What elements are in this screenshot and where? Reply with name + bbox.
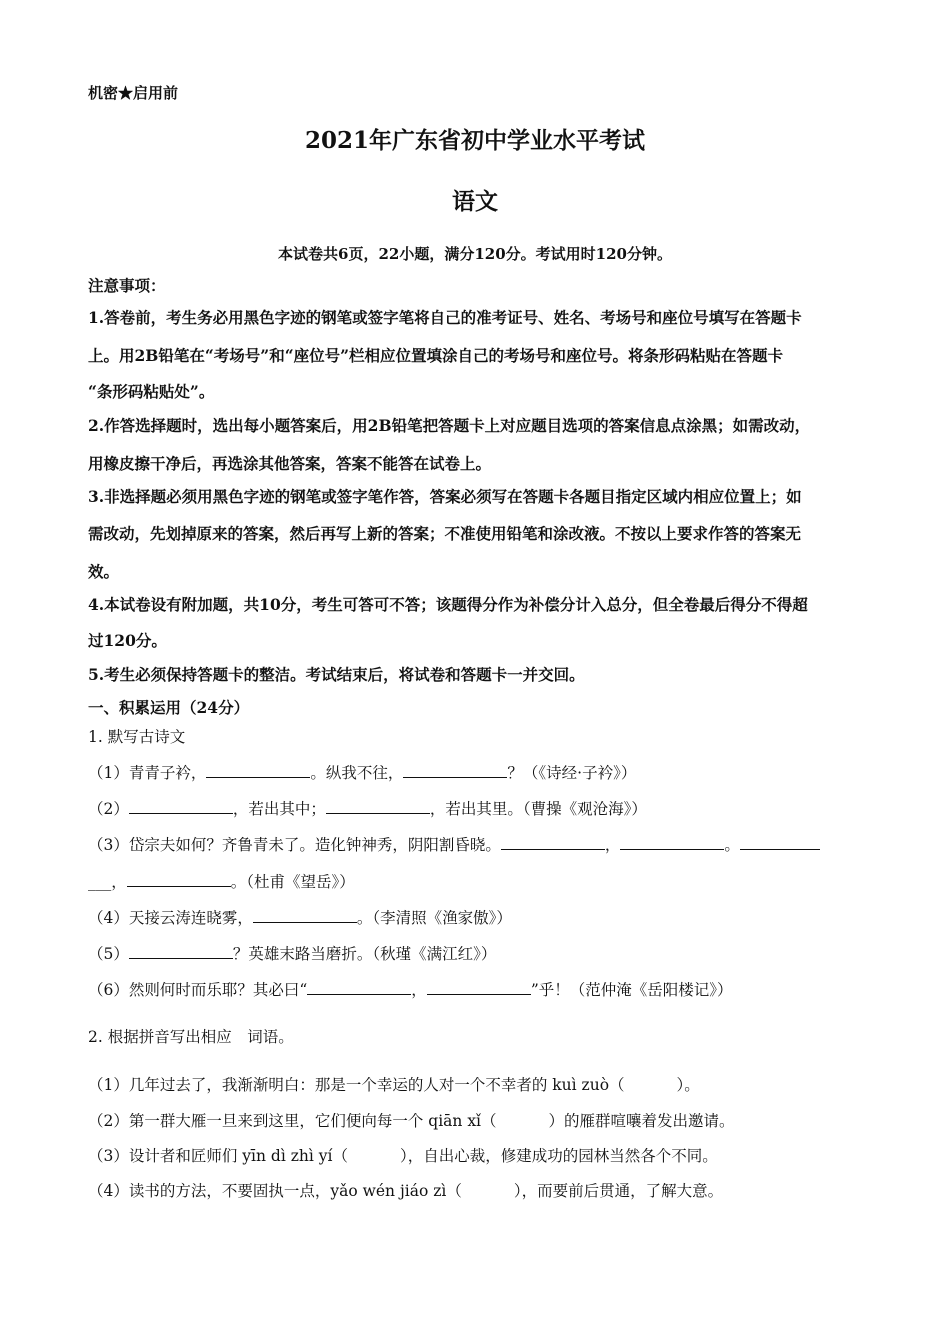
- q1-item-3b-text-a: ___，: [88, 873, 127, 891]
- q1-item-2-text-b: ，若出其中；: [232, 800, 326, 818]
- q1-item-3-text-c: 。: [724, 836, 740, 854]
- answer-blank[interactable]: [253, 908, 357, 923]
- answer-blank[interactable]: [403, 763, 507, 778]
- q1-item-6-text-a: （6）然则何时而乐耶？其必曰“: [88, 981, 308, 999]
- q1-item-2-text-c: ，若出其里。（曹操《观沧海》）: [429, 800, 647, 818]
- answer-blank[interactable]: [326, 799, 430, 814]
- q1-item-4-text-a: （4）天接云涛连晓雾，: [88, 909, 253, 927]
- notes-line: 3.非选择题必须用黑色字迹的钢笔或签字笔作答，答案必须写在答题卡各题目指定区域内相应位置上；如: [88, 487, 802, 506]
- q1-item-3: [88, 833, 820, 855]
- q1-item-6-text-b: ，: [411, 981, 427, 999]
- notes-line: 5.考生必须保持答题卡的整洁。考试结束后，将试卷和答题卡一并交回。: [88, 665, 585, 684]
- notes-line: 上。用2B铅笔在“考场号”和“座位号”栏相应位置填涂自己的考场号和座位号。将条形码粘贴在答题卡: [88, 346, 784, 365]
- q1-item-5: [88, 942, 496, 964]
- q1-item-3b-text-b: 。（杜甫《望岳》）: [230, 873, 355, 891]
- q1-item-2: [88, 797, 647, 819]
- answer-blank[interactable]: [501, 835, 605, 850]
- q2-item-2-text-b: ）的雁群喧嚷着发出邀请。: [548, 1112, 735, 1130]
- q2-item-4-text-b: ），而要前后贯通，了解大意。: [513, 1182, 724, 1200]
- q1-item-6-text-c: ”乎！（范仲淹《岳阳楼记》）: [530, 981, 733, 999]
- notes-line: 4.本试卷设有附加题，共10分，考生可答可不答；该题得分作为补偿分计入总分，但全卷最后得分不得超: [88, 595, 808, 614]
- q1-item-2-text-a: （2）: [88, 800, 129, 818]
- q2-item-1-text-a: （1）几年过去了，我渐渐明白：那是一个幸运的人对一个不幸者的 kuì zuò（: [88, 1076, 625, 1094]
- q1-item-3-continued: [88, 870, 355, 892]
- answer-blank[interactable]: [129, 944, 233, 959]
- q1-item-1-text-b: 。纵我不往，: [310, 764, 404, 782]
- q2-item-1: [88, 1073, 700, 1095]
- answer-blank[interactable]: [427, 980, 531, 995]
- exam-info: 本试卷共6页，22小题，满分120分。考试用时120分钟。: [278, 245, 672, 263]
- answer-blank[interactable]: [129, 799, 233, 814]
- q1-item-5-text-a: （5）: [88, 945, 129, 963]
- q2-item-3: [88, 1144, 718, 1166]
- notes-line: 2.作答选择题时，选出每小题答案后，用2B铅笔把答题卡上对应题目选项的答案信息点涂黑；如需改动，: [88, 416, 811, 435]
- q1-item-6: [88, 978, 733, 1000]
- notes-line: 需改动，先划掉原来的答案，然后再写上新的答案；不准使用铅笔和涂改液。不按以上要求作答的答案无: [88, 524, 802, 543]
- answer-blank[interactable]: [206, 763, 310, 778]
- q1-item-1-text-a: （1）青青子衿，: [88, 764, 207, 782]
- q2-item-4-text-a: （4）读书的方法，不要固执一点，yǎo wén jiáo zì（: [88, 1182, 462, 1200]
- subject-title: 语文: [452, 188, 498, 215]
- answer-blank[interactable]: [307, 980, 411, 995]
- q1-item-5-text-b: ？英雄末路当磨折。（秋瑾《满江红》）: [232, 945, 497, 963]
- q1-item-3-text-b: ，: [604, 836, 621, 854]
- q1-item-1: [88, 761, 636, 783]
- q2-item-3-text-a: （3）设计者和匠师们 yīn dì zhì yí（: [88, 1147, 348, 1165]
- q2-item-2-text-a: （2）第一群大雁一旦来到这里，它们便向每一个 qiān xǐ（: [88, 1112, 497, 1130]
- q2-item-4: [88, 1179, 723, 1201]
- notes-line: 过120分。: [88, 631, 167, 650]
- q2-item-2: [88, 1109, 735, 1131]
- q2-item-3-text-b: ），自出心裁，修建成功的园林当然各个不同。: [399, 1147, 718, 1165]
- answer-blank[interactable]: [127, 872, 231, 887]
- confidential-label: 机密★启用前: [88, 84, 179, 102]
- q1-item-3-text-a: （3）岱宗夫如何？齐鲁青未了。造化钟神秀，阴阳割昏晓。: [88, 836, 501, 854]
- answer-blank[interactable]: [740, 835, 820, 850]
- section-heading: 一、积累运用（24分）: [88, 698, 250, 717]
- question-2-title: 2. 根据拼音写出相应 词语。: [88, 1028, 294, 1046]
- exam-title: 2021年广东省初中学业水平考试: [304, 127, 645, 154]
- q2-item-1-text-b: ）。: [676, 1076, 700, 1094]
- notes-line: 效。: [88, 562, 120, 581]
- notes-line: “条形码粘贴处”。: [88, 382, 215, 401]
- notes-line: 用橡皮擦干净后，再选涂其他答案，答案不能答在试卷上。: [88, 454, 492, 473]
- answer-blank[interactable]: [620, 835, 724, 850]
- question-1-title: 1. 默写古诗文: [88, 728, 186, 746]
- notes-heading: 注意事项：: [88, 276, 166, 295]
- q1-item-4: [88, 906, 512, 928]
- q1-item-4-text-b: 。（李清照《渔家傲》）: [356, 909, 512, 927]
- q1-item-1-text-c: ？（《诗经·子衿》）: [507, 764, 637, 782]
- notes-line: 1.答卷前，考生务必用黑色字迹的钢笔或签字笔将自己的准考证号、姓名、考场号和座位号填写在答题卡: [88, 308, 802, 327]
